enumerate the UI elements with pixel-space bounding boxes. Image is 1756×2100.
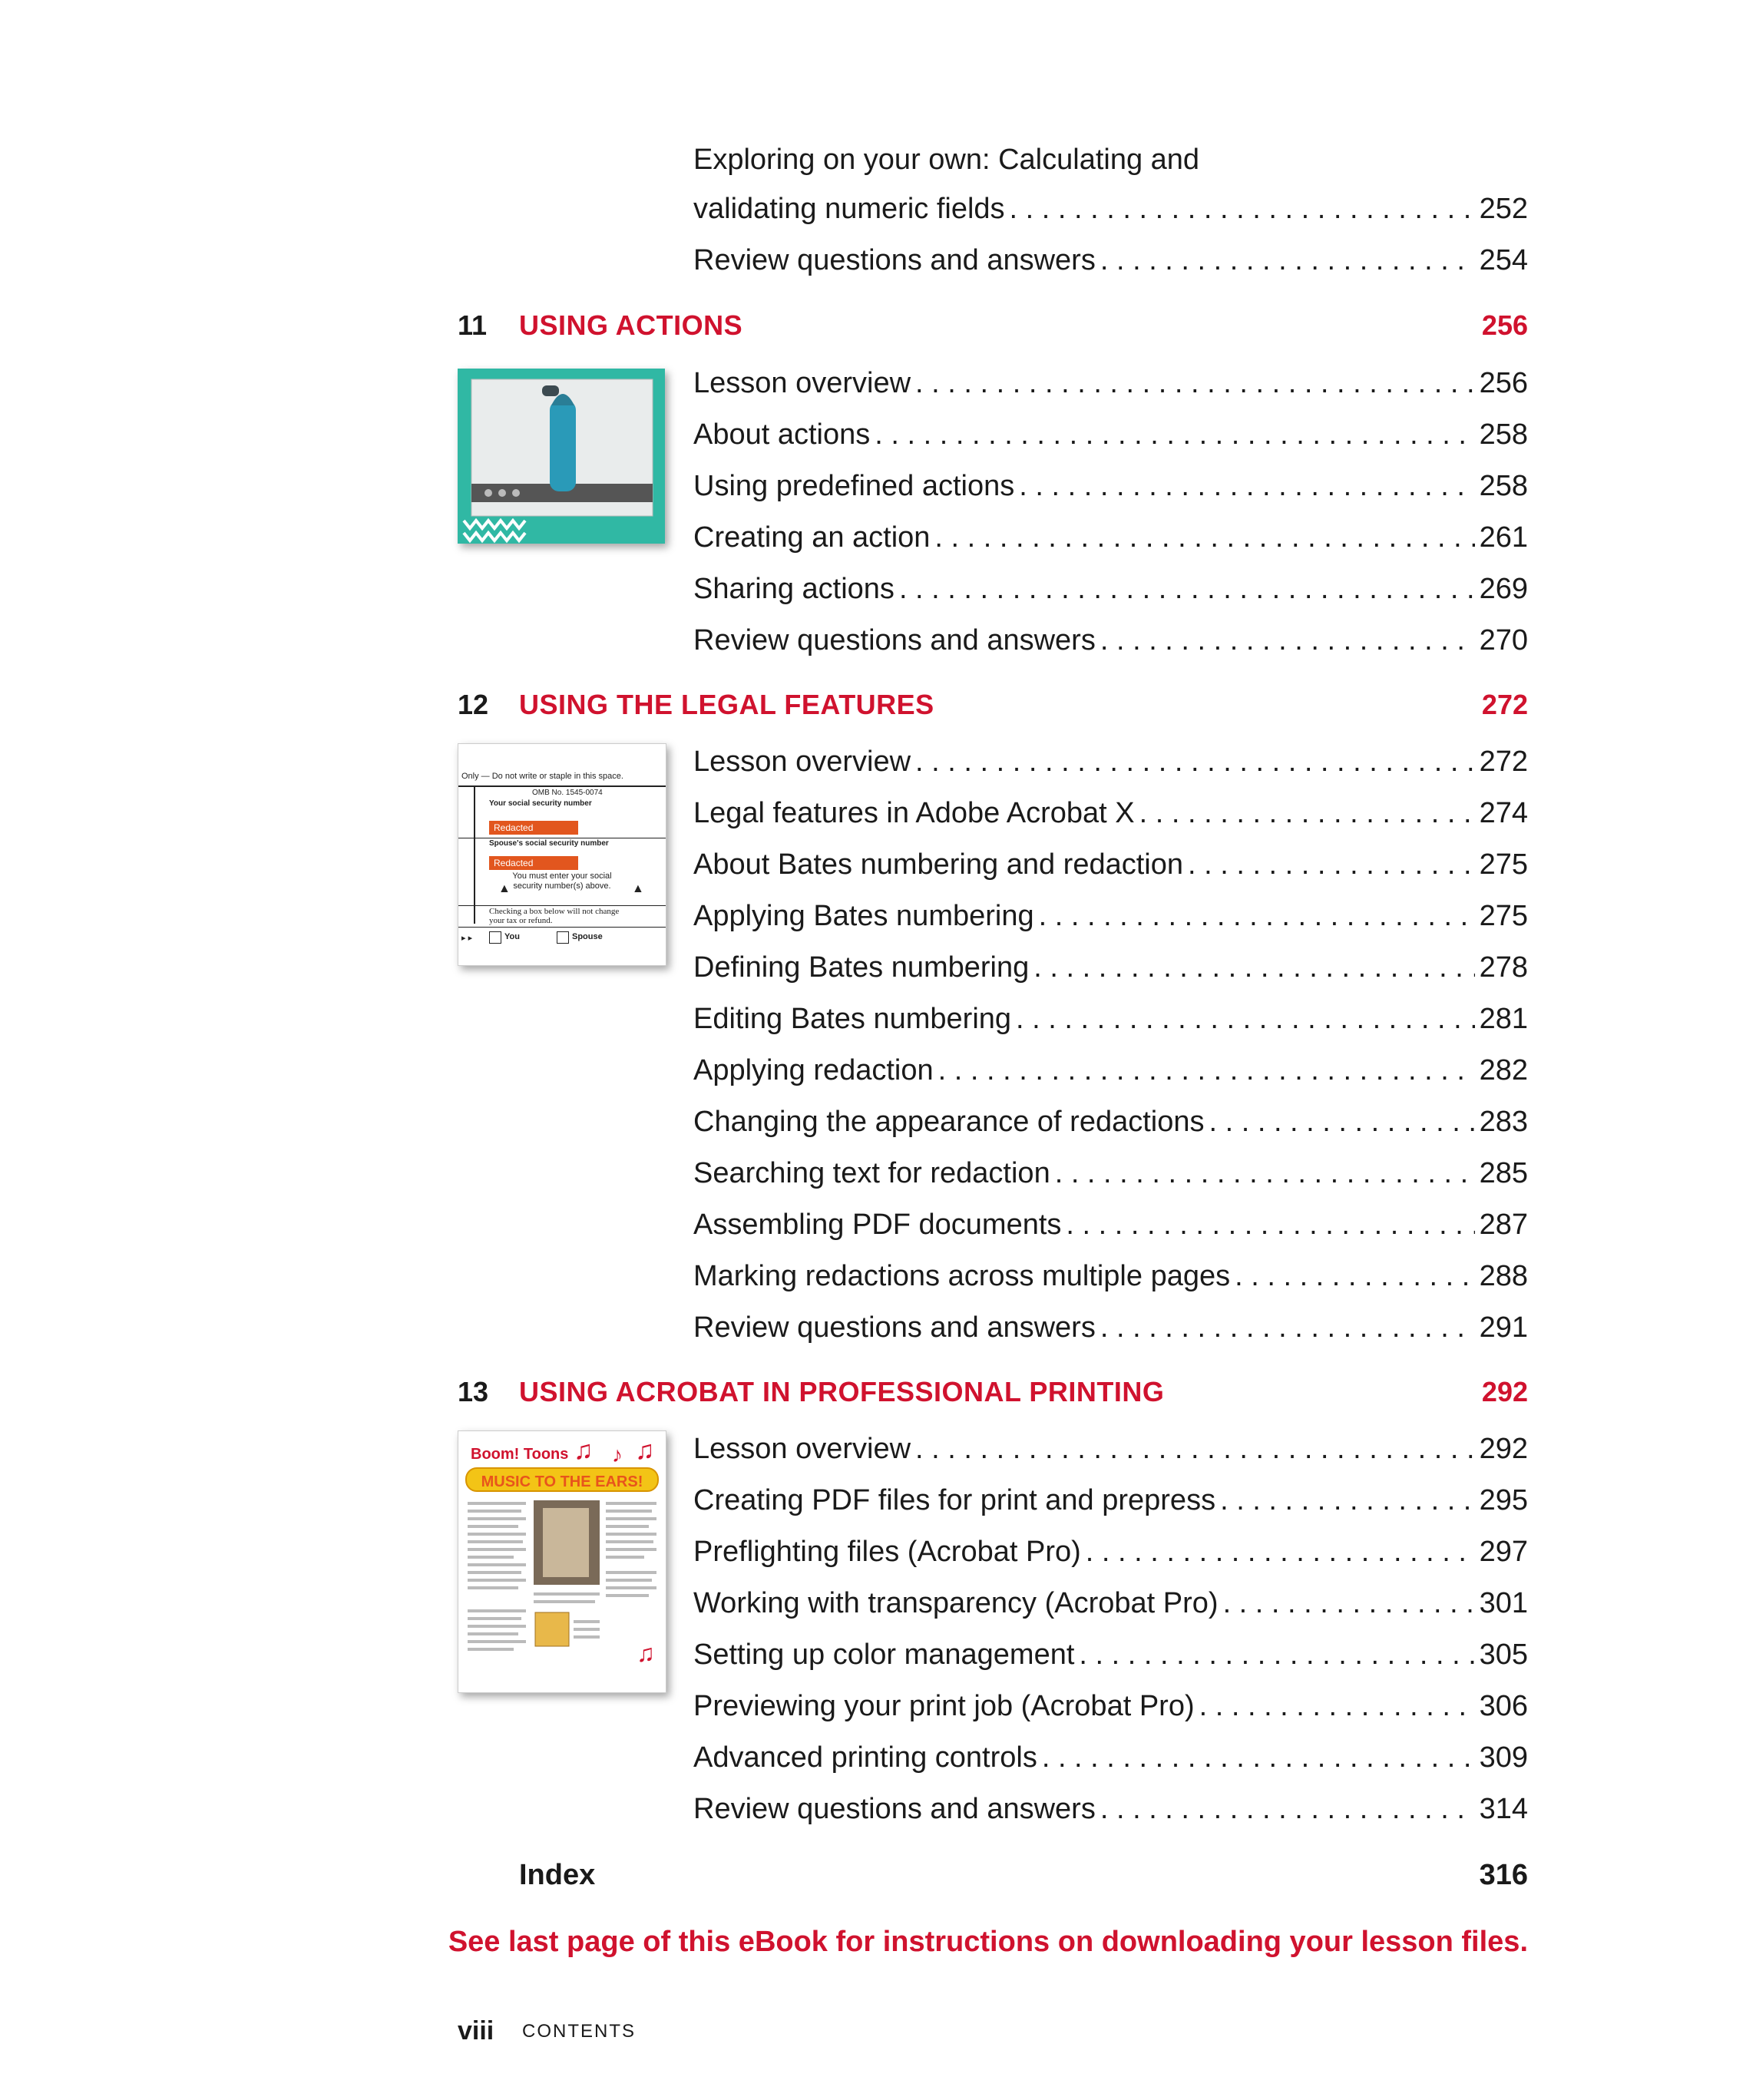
leader-dots [1100, 241, 1475, 279]
leader-dots [1010, 190, 1475, 228]
leader-dots [915, 1430, 1475, 1468]
leader-dots [1016, 1000, 1475, 1038]
toc-entry[interactable] [693, 233, 1528, 279]
leader-dots [1086, 1533, 1475, 1571]
newsletter-art [458, 1431, 666, 1692]
toc-entry[interactable] [693, 1043, 1528, 1090]
index-page: 316 [1479, 1858, 1528, 1891]
toc-entry-page: 272 [1479, 746, 1528, 778]
toc-entry-title: Review questions and answers [693, 244, 1096, 276]
music-note-icon: ♫ [635, 1436, 655, 1465]
toc-entry-page: 306 [1479, 1690, 1528, 1722]
toc-entry[interactable] [693, 786, 1528, 832]
chapter-title: USING ACTIONS [519, 309, 743, 341]
warning-triangle-icon: ▲ [498, 882, 511, 895]
leader-dots [875, 415, 1474, 454]
music-note-icon: ♫ [637, 1639, 655, 1667]
toc-entry[interactable] [693, 1679, 1528, 1725]
toc-entry-page: 281 [1479, 1003, 1528, 1035]
toc-entry-title: Creating PDF files for print and prepress [693, 1484, 1216, 1516]
toc-entry-page: 274 [1479, 797, 1528, 829]
toc-entry[interactable] [693, 408, 1528, 454]
toc-entry-page: 301 [1479, 1587, 1528, 1619]
chapter-heading[interactable] [458, 1371, 1528, 1414]
chapter-number: 13 [458, 1376, 489, 1407]
leader-dots [1199, 1687, 1475, 1725]
toc-entry[interactable] [693, 1146, 1528, 1192]
toc-entry[interactable] [693, 838, 1528, 884]
toc-entry[interactable] [693, 735, 1528, 781]
printing-newsletter-thumbnail [458, 1430, 666, 1693]
toc-entry-title: Lesson overview [693, 367, 911, 399]
toc-entry-title: Defining Bates numbering [693, 951, 1030, 984]
toc-entry-page: 314 [1479, 1793, 1528, 1825]
toc-entry-page: 254 [1479, 244, 1528, 276]
leader-dots [1188, 845, 1475, 884]
leader-dots [1100, 1790, 1475, 1828]
chapter-number: 12 [458, 689, 489, 720]
leader-dots [1223, 1584, 1475, 1622]
toc-entry-title: Review questions and answers [693, 1311, 1096, 1344]
chapter-number: 11 [458, 309, 488, 341]
toc-entry-page: 275 [1479, 900, 1528, 932]
download-note: See last page of this eBook for instructions on downloading your lesson files. [448, 1926, 1528, 1958]
leader-dots [915, 364, 1475, 402]
leader-dots [1100, 1308, 1475, 1347]
toc-entry-title: Editing Bates numbering [693, 1003, 1012, 1035]
toc-entry[interactable] [693, 459, 1528, 505]
toc-entry-page: 285 [1479, 1157, 1528, 1189]
toc-entry-page: 282 [1479, 1054, 1528, 1086]
toc-entry-page: 270 [1479, 624, 1528, 656]
newsletter-banner: MUSIC TO THE EARS! [481, 1473, 643, 1490]
running-footer-label: CONTENTS [522, 2021, 636, 2042]
toc-entry-title: Lesson overview [693, 1433, 911, 1465]
toc-entry-page: 305 [1479, 1639, 1528, 1671]
toc-entry-title: Legal features in Adobe Acrobat X [693, 797, 1135, 829]
checkbox [557, 931, 569, 944]
toc-entry-title: About Bates numbering and redaction [693, 848, 1183, 881]
chapter-heading[interactable] [458, 683, 1528, 726]
toc-entry[interactable] [693, 1473, 1528, 1520]
checkbox [489, 931, 501, 944]
music-note-icon: ♫ [574, 1436, 594, 1465]
toc-entry-title: Applying Bates numbering [693, 900, 1034, 932]
page-folio: viii [458, 2016, 494, 2045]
toc-entry[interactable] [693, 1576, 1528, 1622]
toc-entry-title: validating numeric fields [693, 193, 1005, 225]
form-header-text: Only — Do not write or staple in this space. [461, 772, 623, 781]
toc-entry-page: 283 [1479, 1106, 1528, 1138]
toc-entry[interactable] [693, 889, 1528, 935]
leader-dots [1220, 1481, 1475, 1520]
leader-dots [934, 518, 1474, 557]
music-note-icon: ♪ [612, 1443, 623, 1467]
toc-entry-title: Marking redactions across multiple pages [693, 1260, 1231, 1292]
toc-entry-page: 288 [1479, 1260, 1528, 1292]
leader-dots [899, 570, 1475, 608]
redaction-box: Redacted [489, 821, 578, 835]
toc-entry[interactable] [693, 1301, 1528, 1347]
ssn-label: Your social security number [489, 799, 592, 808]
index-title: Index [519, 1858, 596, 1891]
leader-dots [1042, 1738, 1475, 1777]
leader-dots [1209, 1103, 1474, 1141]
toc-entry-page: 292 [1479, 1433, 1528, 1465]
toc-entry-title: Creating an action [693, 521, 931, 554]
toc-entry[interactable] [693, 1782, 1528, 1828]
toc-entry-page: 309 [1479, 1741, 1528, 1774]
toc-entry[interactable] [693, 182, 1528, 228]
redaction-box: Redacted [489, 856, 578, 870]
chapter-page: 272 [1481, 689, 1528, 720]
toc-entry-title: Previewing your print job (Acrobat Pro) [693, 1690, 1195, 1722]
leader-dots [1100, 621, 1475, 660]
arrow-icon: ▸ ▸ [461, 934, 473, 943]
legal-form-thumbnail [458, 743, 666, 966]
toc-entry-page: 291 [1479, 1311, 1528, 1344]
ssn-instruction: You must enter your social security number(s) above. [512, 871, 612, 891]
toc-entry-page: 258 [1479, 470, 1528, 502]
toc-entry-page: 287 [1479, 1209, 1528, 1241]
index-entry[interactable] [519, 1854, 1528, 1897]
leader-dots [1235, 1257, 1474, 1295]
leader-dots [1039, 897, 1475, 935]
warning-triangle-icon: ▲ [632, 882, 644, 895]
toc-entry-page: 258 [1479, 418, 1528, 451]
toc-entry-title: Advanced printing controls [693, 1741, 1037, 1774]
toc-entry-title: Applying redaction [693, 1054, 934, 1086]
toc-entry-page: 278 [1479, 951, 1528, 984]
toc-entry-title: Setting up color management [693, 1639, 1075, 1671]
toc-entry-page: 297 [1479, 1536, 1528, 1568]
toc-entry-title: Review questions and answers [693, 624, 1096, 656]
spouse-ssn-label: Spouse's social security number [489, 839, 609, 848]
toc-entry-title-line1: Exploring on your own: Calculating and [693, 144, 1200, 176]
toc-entry-title: Assembling PDF documents [693, 1209, 1062, 1241]
chapter-page: 292 [1481, 1376, 1528, 1407]
toc-entry-title: Working with transparency (Acrobat Pro) [693, 1587, 1219, 1619]
toc-entry-title: Review questions and answers [693, 1793, 1096, 1825]
toc-entry[interactable] [693, 1198, 1528, 1244]
toc-entry-title: Using predefined actions [693, 470, 1015, 502]
toc-entry[interactable] [693, 1095, 1528, 1141]
toc-entry-page: 295 [1479, 1484, 1528, 1516]
toc-entry-title: Preflighting files (Acrobat Pro) [693, 1536, 1081, 1568]
omb-number: OMB No. 1545-0074 [532, 789, 603, 797]
toc-entry[interactable] [693, 941, 1528, 987]
toc-entry-title: Sharing actions [693, 573, 895, 605]
toc-entry[interactable] [693, 992, 1528, 1038]
toc-entry[interactable] [693, 613, 1528, 660]
leader-dots [1033, 948, 1474, 987]
toc-entry-title: About actions [693, 418, 871, 451]
newsletter-brand: Boom! Toons [471, 1446, 569, 1463]
leader-dots [1139, 794, 1475, 832]
toc-entry[interactable] [693, 1249, 1528, 1295]
toc-entry[interactable] [693, 562, 1528, 608]
toc-entry-title: Lesson overview [693, 746, 911, 778]
toc-entry[interactable] [693, 356, 1528, 402]
toc-entry-title: Changing the appearance of redactions [693, 1106, 1205, 1138]
leader-dots [1055, 1154, 1475, 1192]
toc-entry-page: 252 [1479, 193, 1528, 225]
toc-entry[interactable] [693, 511, 1528, 557]
checkbox-label: You [504, 932, 520, 941]
checkbox-note: Checking a box below will not change your tax or refund. [489, 907, 620, 925]
toc-entry-page: 256 [1479, 367, 1528, 399]
leader-dots [938, 1051, 1475, 1090]
checkbox-label: Spouse [572, 932, 603, 941]
leader-dots [1019, 467, 1474, 505]
leader-dots [915, 742, 1475, 781]
toc-entry-page: 261 [1479, 521, 1528, 554]
chapter-title: USING THE LEGAL FEATURES [519, 689, 934, 720]
chapter-title: USING ACROBAT IN PROFESSIONAL PRINTING [519, 1376, 1165, 1407]
toc-entry[interactable] [693, 1422, 1528, 1468]
toc-entry[interactable] [693, 1525, 1528, 1571]
toc-entry[interactable] [693, 1628, 1528, 1674]
actions-thumbnail [458, 369, 665, 544]
leader-dots [1079, 1635, 1474, 1674]
chapter-page: 256 [1481, 309, 1528, 341]
toc-entry-page: 275 [1479, 848, 1528, 881]
chapter-heading[interactable] [458, 304, 1528, 347]
leader-dots [1066, 1205, 1474, 1244]
actions-thumbnail-art [458, 369, 665, 544]
toc-entry[interactable] [693, 1731, 1528, 1777]
toc-entry-page: 269 [1479, 573, 1528, 605]
toc-entry-title: Searching text for redaction [693, 1157, 1050, 1189]
